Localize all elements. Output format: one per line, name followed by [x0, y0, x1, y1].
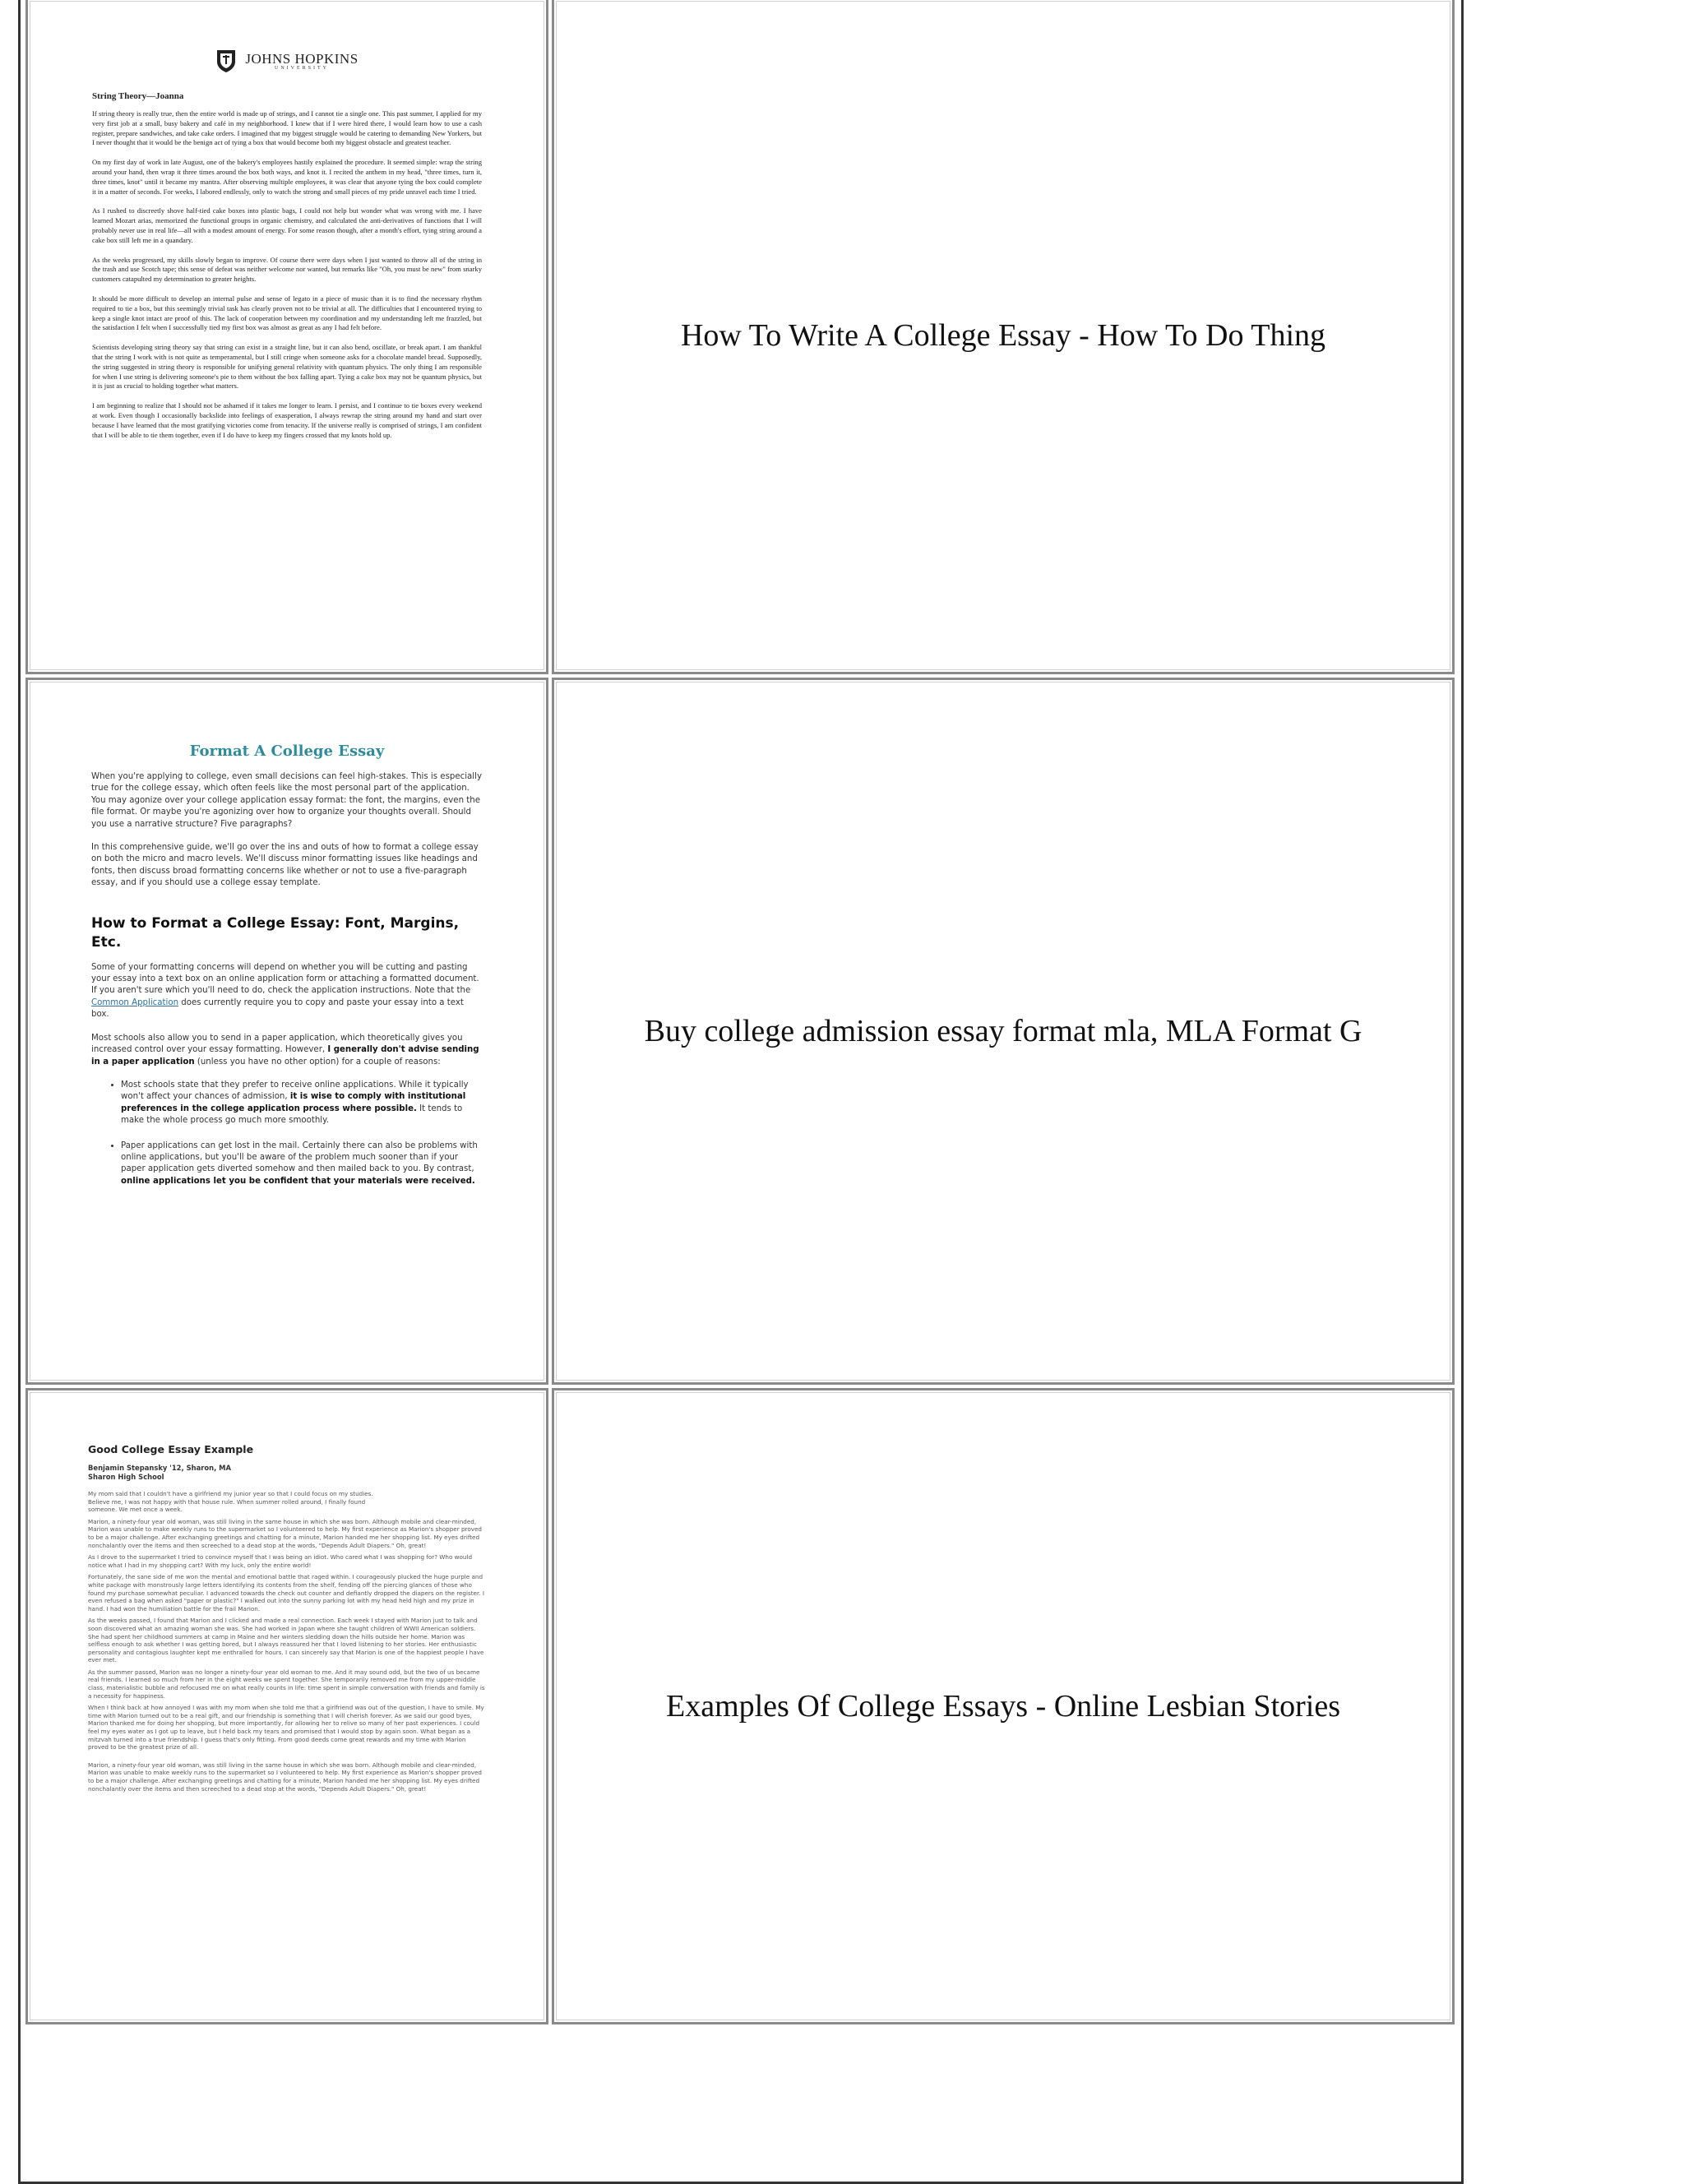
essay-title: String Theory—Joanna [92, 91, 184, 101]
guide-subheading: How to Format a College Essay: Font, Margins, Etc. [91, 914, 460, 951]
essay-paragraph: As the weeks progressed, my skills slowly began to improve. Of course there were days when I just wanted to throw all of the string in the trash and use Scotch tape; this sense of defeat was neither welcome nor wanted, but remarks like "Oh, you must be new" from snarky customers catapulted my determination to greater heights. [92, 255, 482, 284]
text-run: does currently require you to copy and paste your essay into a text box. [91, 997, 464, 1020]
text-run: Paper applications can get lost in the mail. Certainly there can also be problems with online applications, but you'll be aware of the problem much sooner than if your paper application gets diverted somehow and then mailed back to you. By contrast, [121, 1141, 478, 1174]
caption-cell-1 [552, 0, 1455, 674]
text-run: It tends to make the whole process go much more smoothly. [121, 1104, 463, 1126]
example-school: Sharon High School [88, 1473, 164, 1481]
thumbnail-string-theory-essay[interactable] [25, 0, 548, 674]
text-run: Most schools state that they prefer to receive online applications. While it typically won't affect your chances of admission, [121, 1080, 469, 1102]
example-paragraph: My mom said that I couldn't have a girlfriend my junior year so that I could focus on my studies. Believe me, I was not happy with that house rule. When summer rolled around, I finally found someone. We met once a week. [88, 1490, 373, 1514]
guide-paragraph: In this comprehensive guide, we'll go over the ins and outs of how to format a college essay on both the micro and macro levels. We'll discuss minor formatting issues like headings and fonts, then discuss broad formatting concerns like whether or not to use a five-paragraph essay, and if you should use a college essay template. [91, 843, 479, 888]
image-caption[interactable]: How To Write A College Essay - How To Do Thing [680, 318, 1326, 353]
example-paragraph: Fortunately, the sane side of me won the mental and emotional battle that raged within. I courageously plucked the huge purple and white package with monstrously large letters identifying its contents from the shelf, fending off the piercing glances of those who found my purchase somewhat peculiar. I advanced towards the check out counter and defiantly dropped the diapers on the register. I even refused a bag when asked "paper or plastic?" I walked out into the sunny parking lot with my head held high and my prize in hand. I had won the humiliation battle for the frail Marion. [88, 1573, 484, 1613]
essay-paragraph: Scientists developing string theory say that string can exist in a straight line, but it can also bend, oscillate, or break apart. I am thankful that the string I work with is not quite as temperamental, but I still cringe when someone asks for a chocolate mandel bread. Supposedly, the string suggested in string theory is responsible for unifying general relativity with quantum physics. The only thing I am responsible for when I use string is delivering someone's pie to them without the box falling apart. Tying a cake box may not be quantum physics, but it is just as crucial to holding together what matters. [92, 343, 482, 391]
list-item [121, 1080, 483, 1127]
bold-text-run: it is wise to comply with institutional preferences in the college application process where possible. [121, 1092, 466, 1113]
guide-paragraph [91, 962, 483, 1021]
text-run: Most schools also allow you to send in a paper application, which theoretically gives you increased control over your essay formatting. However, [91, 1033, 463, 1055]
text-run: (unless you have no other option) for a couple of reasons: [194, 1057, 441, 1067]
bold-text-run: online applications let you be confident that your materials were received. [121, 1176, 475, 1186]
guide-body [91, 743, 483, 1201]
image-caption[interactable]: Examples Of College Essays - Online Lesbian Stories [665, 1689, 1340, 1724]
essay-paragraph: As I rushed to discreetly shove half-tied cake boxes into plastic bags, I could not help but wonder what was wrong with me. I have learned Mozart arias, memorized the functional groups in organic chemistry, and calculated the anti-derivatives of functions that I will probably never use in real life—all with a modest amount of energy. For some reason though, after a month's effort, tying string around a cake box still left me in a quandary. [92, 206, 482, 244]
university-shield-icon [215, 49, 237, 73]
bold-text-run: I generally don't advise sending in a paper application [91, 1045, 479, 1067]
essay-paragraph: On my first day of work in late August, one of the bakery's employees hastily explained the procedure. It seemed simple: wrap the string around your hand, then wrap it three times around the box both ways, and knot it. I recited the anthem in my head, "three times, turn it, three times, knot" until it became my mantra. After observing multiple employees, it was clear that anyone tying the box could complete it in a matter of seconds. For weeks, I labored endlessly, only to watch the strong and small pieces of my pride unravel each time I tried. [92, 158, 482, 196]
essay-body [92, 91, 482, 450]
guide-heading: Format A College Essay [189, 743, 385, 760]
guide-paragraph: When you're applying to college, even small decisions can feel high-stakes. This is especially true for the college essay, which often feels like the most personal part of the application. You may agonize over your college application essay format: the font, the margins, even the file format. Or maybe you're agonizing over how to organize your thoughts overall. Should you use a narrative structure? Five paragraphs? [91, 772, 482, 829]
common-application-link[interactable]: Common Application [91, 997, 179, 1007]
guide-paragraph [91, 1033, 483, 1068]
thumbnail-format-college-essay[interactable] [25, 678, 548, 1385]
johns-hopkins-logo [28, 49, 546, 73]
example-paragraph: As the summer passed, Marion was no longer a ninety-four year old woman to me. And it may sound odd, but the two of us became real friends. I learned so much from her in the eight weeks we spent together. She temporarily removed me from my upper-middle class, materialistic bubble and refocused me on what really counts in life: time spent in simple conversation with friends and family is a necessity for happiness. [88, 1668, 485, 1700]
example-paragraph: Marion, a ninety-four year old woman, was still living in the same house in which she was born. Although mobile and clear-minded, Marion was unable to make weekly runs to the supermarket so I volunteered to help. My first experience as Marion's shopper proved to be a major challenge. After exchanging greetings and chatting for a minute, Marion handed me her shopping list. My eyes drifted nonchalantly over the items and then screeched to a dead stop at the words, "Depends Adult Diapers." Oh, great! [88, 1761, 482, 1793]
essay-paragraph: I am beginning to realize that I should not be ashamed if it takes me longer to learn. I persist, and I continue to tie boxes every weekend at work. Even though I occasionally backslide into feelings of exasperation, I always rewrap the string around my hand and start over because I have learned that the most gratifying victories come from tenacity. If the universe really is comprised of strings, I am confident that I will be able to tie them together, even if I do have to keep my fingers crossed that my knots hold up. [92, 401, 482, 439]
example-paragraph: As the weeks passed, I found that Marion and I clicked and made a real connection. Each week I stayed with Marion just to talk and soon discovered what an amazing woman she was. She had worked in Japan where she taught children of WWII American soldiers. She had spent her childhood summers at camp in Maine and her winters sledding down the hills outside her home. Marion was selfless enough to ask whether I was getting bored, but I always reassured her that I loved listening to her stories. Her enthusiastic personality and contagious laughter kept me enthralled for hours. I can sincerely say that Marion is one of the happiest people I have ever met. [88, 1617, 484, 1664]
list-item [121, 1141, 483, 1188]
text-run: Some of your formatting concerns will depend on whether you will be cutting and pasting your essay into a text box on an online application form or attaching a formatted document. If you aren't sure which you'll need to do, check the application instructions. Note that the [91, 962, 479, 996]
example-title: Good College Essay Example [88, 1443, 254, 1455]
example-paragraph: As I drove to the supermarket I tried to convince myself that I was being an idiot. Who cared what I was shopping for? Who would notice what I had in my shopping cart? With my luck, only the entire world! [88, 1553, 473, 1569]
image-caption[interactable]: Buy college admission essay format mla, MLA Format G [644, 1014, 1362, 1048]
example-author: Benjamin Stepansky '12, Sharon, MA [88, 1464, 231, 1472]
caption-cell-2 [552, 678, 1455, 1385]
logo-subtitle: UNIVERSITY [275, 65, 329, 71]
reasons-list [91, 1080, 483, 1187]
essay-paragraph: It should be more difficult to develop an internal pulse and sense of legato in a piece of music than it is to find the necessary rhythm required to tie a box, but this seemingly trivial task has clearly proven not to be trivial at all. The difficulties that I encountered trying to keep a single knot intact are proof of this. The lack of cooperation between my coordination and my understanding left me frazzled, but the satisfaction I felt when I successfully tied my first box was almost as great as any I had felt before. [92, 294, 482, 332]
example-paragraph: Marion, a ninety-four year old woman, was still living in the same house in which she was born. Although mobile and clear-minded, Marion was unable to make weekly runs to the supermarket so I volunteered to help. My first experience as Marion's shopper proved to be a major challenge. After exchanging greetings and chatting for a minute, Marion handed me her shopping list. My eyes drifted nonchalantly over the items and then screeched to a dead stop at the words, "Depends Adult Diapers." Oh, great! [88, 1517, 482, 1549]
logo-wordmark: JOHNS HOPKINS [245, 50, 359, 67]
essay-paragraph: If string theory is really true, then the entire world is made up of strings, and I cannot tie a single one. This past summer, I applied for my very first job at a small, busy bakery and café in my neighborhood. I knew that if I were hired there, I would learn how to use a cash register, prepare sandwiches, and take cake orders. I imagined that my biggest struggle would be catering to demanding New Yorkers, but I never thought that it would be the benign act of tying a box that would become both my biggest obstacle and greatest teacher. [92, 109, 482, 147]
example-paragraph: When I think back at how annoyed I was with my mom when she told me that a girlfriend was out of the question, I have to smile. My time with Marion turned out to be a real gift, and our friendship is something that I will cherish forever. As we said our good byes, Marion thanked me for doing her shopping, but more importantly, for allowing her to relive so many of her past experiences. I could feel my eyes water as I got up to leave, but I held back my tears and promised that I would stop by again soon. What began as a mitzvah turned into a true friendship. I guess that's only fitting. From good deeds come great rewards and my time with Marion proved to be the greatest prize of all. [88, 1704, 484, 1751]
caption-cell-3 [552, 1388, 1455, 2024]
thumbnail-good-college-essay[interactable] [25, 1388, 548, 2024]
example-body [88, 1443, 486, 1797]
